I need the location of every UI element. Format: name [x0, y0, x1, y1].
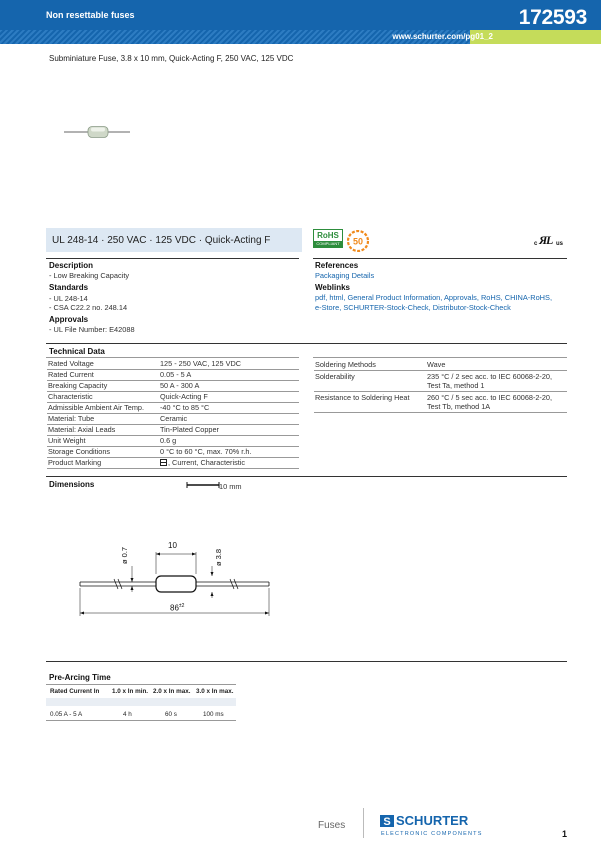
rule [46, 343, 567, 344]
technical-value: 125 - 250 VAC, 125 VDC [159, 359, 299, 370]
prearcing-header-1x: 1.0 x In min. [112, 688, 149, 695]
prearcing-header-2x: 2.0 x In max. [153, 688, 191, 695]
technical-data-table-left [47, 359, 299, 469]
scale-bar-icon [186, 480, 221, 490]
technical-param: Characteristic [47, 392, 159, 403]
technical-value: 0 °C to 60 °C, max. 70% r.h. [159, 447, 299, 458]
svg-text:c: c [534, 241, 538, 247]
technical-row [47, 458, 299, 469]
prearcing-cell: 0.05 A - 5 A [50, 711, 83, 718]
technical-value: Wave [426, 359, 567, 371]
technical-param: Unit Weight [47, 436, 159, 447]
technical-param: Solderability [314, 371, 426, 392]
technical-row [314, 392, 567, 413]
rule [46, 661, 567, 662]
technical-param: Product Marking [47, 458, 159, 469]
rule [46, 720, 236, 721]
prearcing-header-band [46, 698, 236, 706]
technical-data-heading: Technical Data [49, 347, 105, 356]
technical-param: Material: Axial Leads [47, 425, 159, 436]
description-heading: Description [49, 261, 94, 270]
rule [46, 357, 299, 358]
technical-param: Soldering Methods [314, 359, 426, 371]
technical-param: Storage Conditions [47, 447, 159, 458]
technical-row [47, 414, 299, 425]
technical-param: Rated Voltage [47, 359, 159, 370]
anniversary-text: 50 [352, 236, 364, 247]
technical-value: 235 °C / 2 sec acc. to IEC 60068-2-20, Test Ta, method 1 [426, 371, 567, 392]
technical-value: 260 °C / 5 sec acc. to IEC 60068-2-20, Test Tb, method 1A [426, 392, 567, 413]
standards-item: - CSA C22.2 no. 248.14 [49, 303, 128, 312]
rohs-badge [313, 229, 343, 248]
dimensions-heading: Dimensions [49, 480, 95, 489]
technical-value: 0.6 g [159, 436, 299, 447]
rule [46, 684, 236, 685]
technical-row [47, 447, 299, 458]
rule [313, 258, 567, 259]
rohs-label: RoHS [317, 231, 339, 240]
technical-row [314, 359, 567, 371]
weblinks-line-2[interactable]: e-Store, SCHURTER-Stock-Check, Distributor-Stock-Check [315, 303, 511, 312]
approval-summary-text: UL 248-14 · 250 VAC · 125 VDC · Quick-Acting F [52, 235, 271, 246]
rule [46, 476, 567, 477]
prearcing-heading: Pre-Arcing Time [49, 673, 111, 682]
technical-value: 50 A - 300 A [159, 381, 299, 392]
technical-value: 0.05 - 5 A [159, 370, 299, 381]
technical-row [47, 392, 299, 403]
references-heading: References [315, 261, 359, 270]
standards-heading: Standards [49, 283, 89, 292]
technical-param: Rated Current [47, 370, 159, 381]
rule [46, 258, 299, 259]
body-diameter-label: ø 3.8 [214, 548, 223, 566]
approval-summary [46, 228, 302, 252]
technical-value: Tin-Plated Copper [159, 425, 299, 436]
fuse-photo [64, 124, 130, 140]
technical-row [47, 436, 299, 447]
lead-diameter-label: ø 0.7 [120, 546, 129, 564]
footer-section-label: Fuses [318, 820, 346, 831]
prearcing-header-rated: Rated Current In [50, 688, 100, 695]
body-length-label: 10 [168, 541, 177, 550]
cul-us-mark-icon [534, 233, 568, 247]
part-number: 172593 [518, 6, 587, 29]
total-length-value: 86 [170, 603, 179, 613]
description-item: - Low Breaking Capacity [49, 271, 130, 280]
technical-param: Breaking Capacity [47, 381, 159, 392]
page-number: 1 [562, 829, 568, 839]
standards-item: - UL 248-14 [49, 294, 88, 303]
technical-data-table-right [314, 359, 567, 413]
brand-subtitle: ELECTRONIC COMPONENTS [381, 831, 483, 837]
product-subtitle: Subminiature Fuse, 3.8 x 10 mm, Quick-Acting F, 250 VAC, 125 VDC [49, 54, 294, 63]
technical-param: Resistance to Soldering Heat [314, 392, 426, 413]
prearcing-cell: 60 s [165, 711, 177, 718]
svg-text:us: us [556, 241, 564, 247]
anniversary-50-icon [347, 230, 369, 252]
technical-param: Material: Tube [47, 414, 159, 425]
technical-value [159, 458, 299, 469]
prearcing-cell: 4 h [123, 711, 132, 718]
technical-param: Admissible Ambient Air Temp. [47, 403, 159, 414]
rohs-compliant-label: COMPLIANT [314, 241, 342, 247]
category-title: Non resettable fuses [46, 10, 135, 20]
scale-label: 10 mm [219, 482, 242, 491]
technical-value-text: , Current, Characteristic [168, 458, 246, 468]
technical-row [47, 381, 299, 392]
approvals-heading: Approvals [49, 315, 89, 324]
technical-value: Ceramic [159, 414, 299, 425]
svg-text:Я: Я [539, 233, 548, 247]
product-url-link[interactable]: www.schurter.com/pg01_2 [392, 32, 493, 41]
svg-text:S: S [383, 816, 391, 827]
weblinks-heading: Weblinks [315, 283, 350, 292]
marking-symbol-icon [160, 459, 167, 466]
footer-divider [363, 808, 364, 838]
technical-row [47, 425, 299, 436]
brand-name: SCHURTER [396, 813, 469, 828]
prearcing-header-3x: 3.0 x In max. [196, 688, 234, 695]
svg-text:L: L [546, 233, 554, 247]
rule [313, 357, 567, 358]
technical-row [47, 403, 299, 414]
prearcing-cell: 100 ms [203, 711, 224, 718]
approvals-item: - UL File Number: E42088 [49, 325, 135, 334]
packaging-details-link[interactable]: Packaging Details [315, 271, 375, 280]
technical-row [314, 371, 567, 392]
total-length-label [170, 603, 184, 613]
total-length-tolerance: ±2 [178, 603, 185, 609]
schurter-logo-icon [380, 815, 394, 827]
header-bar [0, 0, 601, 30]
technical-value: Quick-Acting F [159, 392, 299, 403]
weblinks-line-1[interactable]: pdf, html, General Product Information, Approvals, RoHS, CHINA-RoHS, [315, 293, 553, 302]
technical-value: -40 °C to 85 °C [159, 403, 299, 414]
technical-row [47, 370, 299, 381]
technical-row [47, 359, 299, 370]
